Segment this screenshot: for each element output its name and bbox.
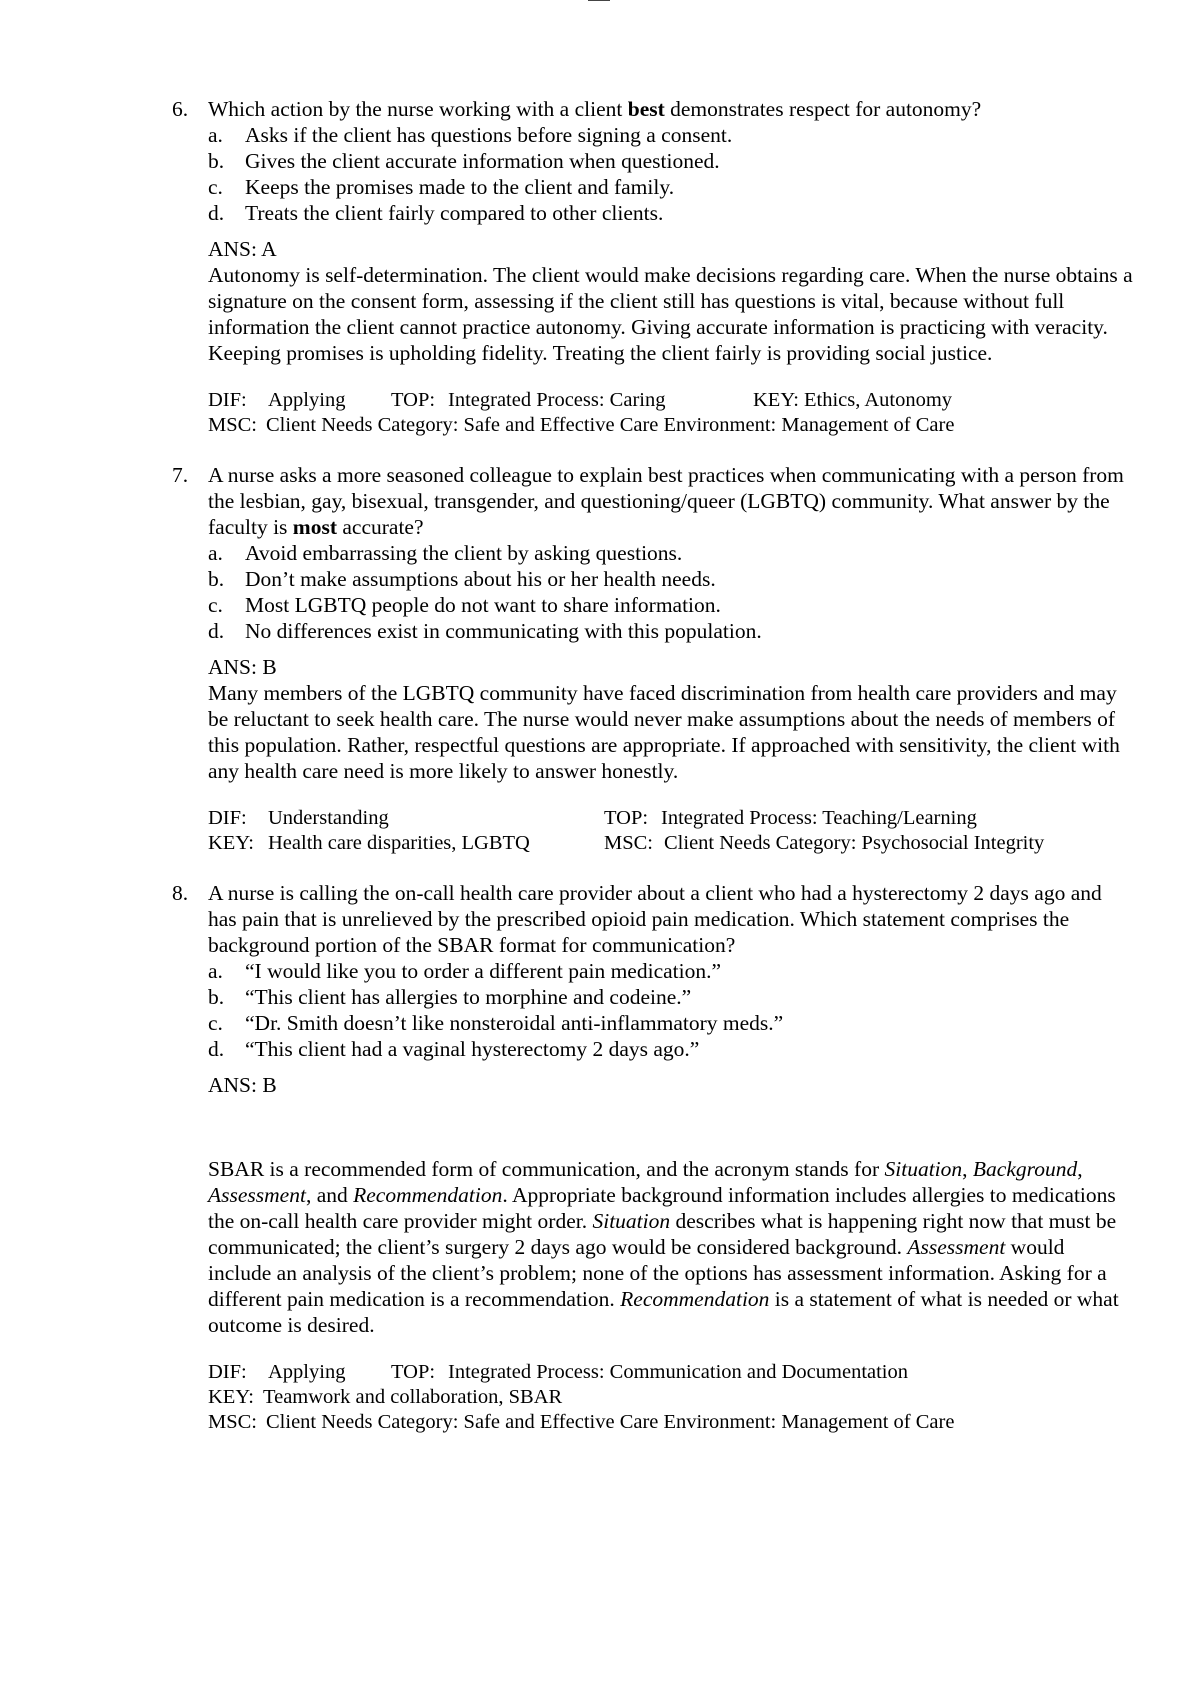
option-text: “This client has allergies to morphine and codeine.” bbox=[245, 985, 692, 1009]
option-letter: d. bbox=[208, 201, 225, 225]
rationale bbox=[0, 1156, 1193, 1338]
option-letter: b. bbox=[208, 149, 225, 173]
option-letter: a. bbox=[208, 123, 223, 147]
rationale-term: Recommendation bbox=[620, 1287, 770, 1311]
option-text: Most LGBTQ people do not want to share information. bbox=[245, 593, 721, 617]
option-b bbox=[0, 566, 1193, 592]
dif-label: DIF: bbox=[208, 389, 247, 411]
option-d bbox=[0, 618, 1193, 644]
top-value: Integrated Process: Caring bbox=[448, 389, 666, 411]
dif-value: Applying bbox=[268, 389, 346, 411]
msc-value: Client Needs Category: Safe and Effective Care Environment: Management of Care bbox=[266, 414, 955, 436]
option-d bbox=[0, 200, 1193, 226]
page-top-mark bbox=[588, 0, 610, 3]
stem-text: Which action by the nurse working with a client bbox=[208, 97, 628, 121]
option-letter: a. bbox=[208, 541, 223, 565]
top-value: Integrated Process: Communication and Documentation bbox=[448, 1361, 908, 1383]
key-label: KEY: bbox=[208, 832, 254, 854]
stem-text: A nurse asks a more seasoned colleague to explain best practices when communicating with a person from the lesbian, gay, bisexual, transgender, and questioning/queer (LGBTQ) community. What answer by the faculty is bbox=[208, 463, 1124, 539]
rationale-text: is a statement of what is needed or what outcome is desired. bbox=[208, 1287, 1119, 1337]
option-text: “Dr. Smith doesn’t like nonsteroidal anti-inflammatory meds.” bbox=[245, 1011, 784, 1035]
question-number: 7. bbox=[172, 463, 189, 487]
option-letter: b. bbox=[208, 985, 225, 1009]
rationale-term: Recommendation bbox=[353, 1183, 503, 1207]
option-letter: d. bbox=[208, 1037, 225, 1061]
option-a bbox=[0, 540, 1193, 566]
rationale-term: Assessment bbox=[907, 1235, 1006, 1259]
answer-key: ANS: B bbox=[208, 655, 277, 679]
dif-value: Applying bbox=[268, 1361, 346, 1383]
rationale-text: would include an analysis of the client’s problem; none of the options has assessment information. Asking for a different pain medication is a recommendation. bbox=[208, 1235, 1107, 1311]
stem-text-end: demonstrates respect for autonomy? bbox=[664, 97, 982, 121]
rationale-term: Assessment bbox=[208, 1183, 306, 1207]
dif-value: Understanding bbox=[268, 807, 389, 829]
top-label: TOP: bbox=[391, 389, 436, 411]
option-letter: c. bbox=[208, 1011, 223, 1035]
option-list bbox=[0, 958, 1193, 1062]
stem-emphasis: best bbox=[627, 97, 665, 121]
question-stem bbox=[0, 96, 1193, 122]
rationale-text: describes what is happening right now that must be communicated; the client’s surgery 2 days ago would be considered background. bbox=[208, 1209, 1117, 1259]
stem-emphasis: most bbox=[292, 515, 337, 539]
option-a bbox=[0, 122, 1193, 148]
msc-value: Client Needs Category: Psychosocial Integrity bbox=[664, 832, 1045, 854]
key-value: Health care disparities, LGBTQ bbox=[268, 832, 530, 854]
rationale-text: , bbox=[1077, 1157, 1083, 1181]
option-b bbox=[0, 148, 1193, 174]
question-7 bbox=[0, 462, 1193, 856]
option-d bbox=[0, 1036, 1193, 1062]
key-label: KEY: bbox=[753, 389, 799, 411]
option-text: “This client had a vaginal hysterectomy 2 days ago.” bbox=[245, 1037, 700, 1061]
key-value: Teamwork and collaboration, SBAR bbox=[263, 1386, 563, 1408]
msc-value: Client Needs Category: Safe and Effective Care Environment: Management of Care bbox=[266, 1411, 955, 1433]
question-metadata bbox=[0, 1360, 1193, 1435]
question-8 bbox=[0, 880, 1193, 1435]
top-value: Integrated Process: Teaching/Learning bbox=[661, 807, 977, 829]
key-value: Ethics, Autonomy bbox=[804, 389, 953, 411]
option-text: No differences exist in communicating with this population. bbox=[245, 619, 762, 643]
dif-label: DIF: bbox=[208, 807, 247, 829]
rationale-term: Background bbox=[972, 1157, 1078, 1181]
option-list bbox=[0, 540, 1193, 644]
msc-label: MSC: bbox=[604, 832, 653, 854]
key-label: KEY: bbox=[208, 1386, 254, 1408]
stem-text-end: accurate? bbox=[336, 515, 424, 539]
top-label: TOP: bbox=[604, 807, 649, 829]
document-page bbox=[0, 96, 1193, 1435]
option-letter: c. bbox=[208, 175, 223, 199]
option-text: Asks if the client has questions before signing a consent. bbox=[245, 123, 733, 147]
rationale-text: SBAR is a recommended form of communication, and the acronym stands for bbox=[208, 1157, 885, 1181]
question-stem bbox=[0, 462, 1193, 540]
question-metadata bbox=[0, 806, 1193, 856]
option-c bbox=[0, 592, 1193, 618]
rationale-text: . Appropriate background information includes allergies to medications the on-call health care provider might order. bbox=[208, 1183, 1116, 1233]
option-text: Gives the client accurate information when questioned. bbox=[245, 149, 720, 173]
option-list bbox=[0, 122, 1193, 226]
option-text: “I would like you to order a different pain medication.” bbox=[245, 959, 722, 983]
question-stem bbox=[0, 880, 1193, 958]
rationale: Many members of the LGBTQ community have faced discrimination from health care providers and may be reluctant to seek health care. The nurse would never make assumptions about the needs of members of this population. Rather, respectful questions are appropriate. If approached with sensitivity, the client with any health care need is more likely to answer honestly. bbox=[208, 681, 1120, 783]
rationale-term: Situation bbox=[592, 1209, 671, 1233]
dif-label: DIF: bbox=[208, 1361, 247, 1383]
question-number: 8. bbox=[172, 881, 189, 905]
option-letter: b. bbox=[208, 567, 225, 591]
option-c bbox=[0, 1010, 1193, 1036]
option-letter: a. bbox=[208, 959, 223, 983]
msc-label: MSC: bbox=[208, 414, 257, 436]
stem-text: A nurse is calling the on-call health care provider about a client who had a hysterectomy 2 days ago and has pain that is unrelieved by the prescribed opioid pain medication. Which statement comprises the background portion of the SBAR format for communication? bbox=[208, 881, 1102, 957]
option-letter: c. bbox=[208, 593, 223, 617]
question-6 bbox=[0, 96, 1193, 438]
rationale-term: Situation bbox=[884, 1157, 963, 1181]
option-letter: d. bbox=[208, 619, 225, 643]
question-number: 6. bbox=[172, 97, 189, 121]
option-text: Avoid embarrassing the client by asking questions. bbox=[245, 541, 683, 565]
rationale: Autonomy is self-determination. The client would make decisions regarding care. When the nurse obtains a signature on the consent form, assessing if the client still has questions is vital, because without full information the client cannot practice autonomy. Giving accurate information is practicing with veracity. Keeping promises is upholding fidelity. Treating the client fairly is providing social justice. bbox=[208, 263, 1133, 365]
option-c bbox=[0, 174, 1193, 200]
option-text: Treats the client fairly compared to other clients. bbox=[245, 201, 664, 225]
option-b bbox=[0, 984, 1193, 1010]
rationale-text: , bbox=[962, 1157, 973, 1181]
answer-key: ANS: B bbox=[208, 1073, 277, 1097]
rationale-text: , and bbox=[305, 1183, 354, 1207]
top-label: TOP: bbox=[391, 1361, 436, 1383]
answer-key: ANS: A bbox=[208, 237, 277, 261]
msc-label: MSC: bbox=[208, 1411, 257, 1433]
question-metadata bbox=[0, 388, 1193, 438]
option-text: Don’t make assumptions about his or her health needs. bbox=[245, 567, 716, 591]
option-text: Keeps the promises made to the client and family. bbox=[245, 175, 675, 199]
option-a bbox=[0, 958, 1193, 984]
